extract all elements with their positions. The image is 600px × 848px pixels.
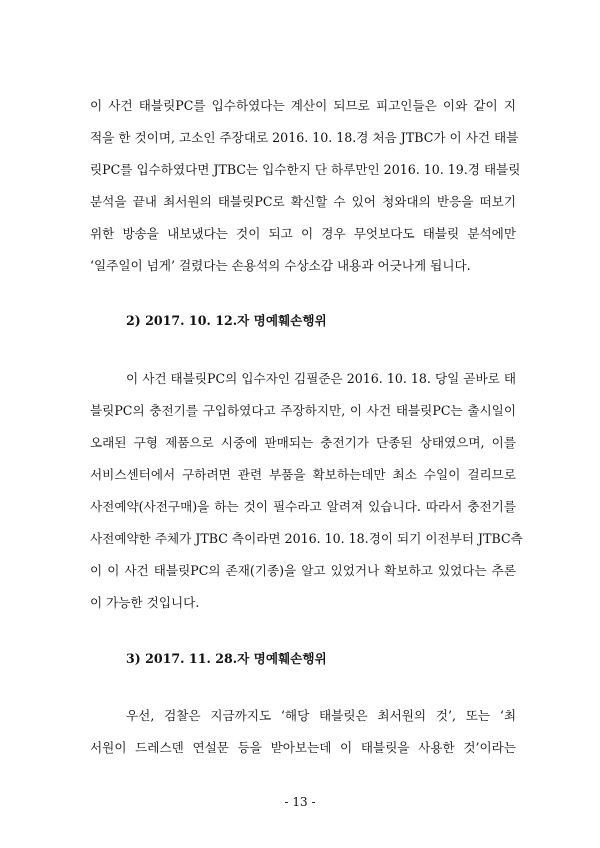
section-heading-3: 3) 2017. 11. 28.자 명예훼손행위 <box>126 651 327 666</box>
paragraph-2-line: 이 사건 태블릿PC의 입수자인 김필준은 2016. 10. 18. 당일 곧바로 태 <box>126 371 516 386</box>
paragraph-3-line: 우선, 검찰은 지금까지도 ‘해당 태블릿은 최서원의 것’, 또는 ‘최 <box>126 708 516 723</box>
page-number: - 13 - <box>284 795 316 809</box>
paragraph-2-line: 서비스센터에서 구하려면 관련 부품을 확보하는데만 최소 수일이 걸리므로 <box>90 467 516 482</box>
section-heading-2: 2) 2017. 10. 12.자 명예훼손행위 <box>126 313 327 328</box>
paragraph-1-line: 분석을 끝내 최서원의 태블릿PC로 확신할 수 있어 청와대의 반응을 떠보기 <box>90 194 516 209</box>
paragraph-3-line: 서원이 드레스덴 연설문 등을 받아보는데 이 태블릿을 사용한 것’이라는 <box>90 740 516 755</box>
paragraph-2-line: 오래된 구형 제품으로 시중에 판매되는 충전기가 단종된 상태였으며, 이를 <box>90 435 516 450</box>
paragraph-2-line: 사전예약한 주체가 JTBC 측이라면 2016. 10. 18.경이 되기 이전부터 JTBC측 <box>90 531 523 546</box>
paragraph-1-line: 릿PC를 입수하였다면 JTBC는 입수한지 단 하루만인 2016. 10. 19.경 태블릿 <box>90 162 521 177</box>
paragraph-1-line: 위한 방송을 내보냈다는 것이 되고 이 경우 무엇보다도 태블릿 분석에만 <box>90 226 516 241</box>
paragraph-2-line: 이 이 사건 태블릿PC의 존재(기종)을 알고 있었거나 확보하고 있었다는 추론 <box>90 563 516 578</box>
paragraph-2-line: 이 가능한 것입니다. <box>90 595 200 610</box>
paragraph-2-line: 사전예약(사전구매)을 하는 것이 필수라고 알려져 있습니다. 따라서 충전기를 <box>90 499 516 514</box>
paragraph-1-line: ‘일주일이 넘게’ 걸렸다는 손용석의 수상소감 내용과 어긋나게 됩니다. <box>90 258 471 273</box>
paragraph-1-line: 이 사건 태블릿PC를 입수하였다는 계산이 되므로 피고인들은 이와 같이 지 <box>90 98 516 113</box>
paragraph-1-line: 적을 한 것이며, 고소인 주장대로 2016. 10. 18.경 처음 JTBC가 이 사건 태블 <box>90 130 519 145</box>
paragraph-2-line: 블릿PC의 충전기를 구입하였다고 주장하지만, 이 사건 태블릿PC는 출시일이 <box>90 403 516 418</box>
